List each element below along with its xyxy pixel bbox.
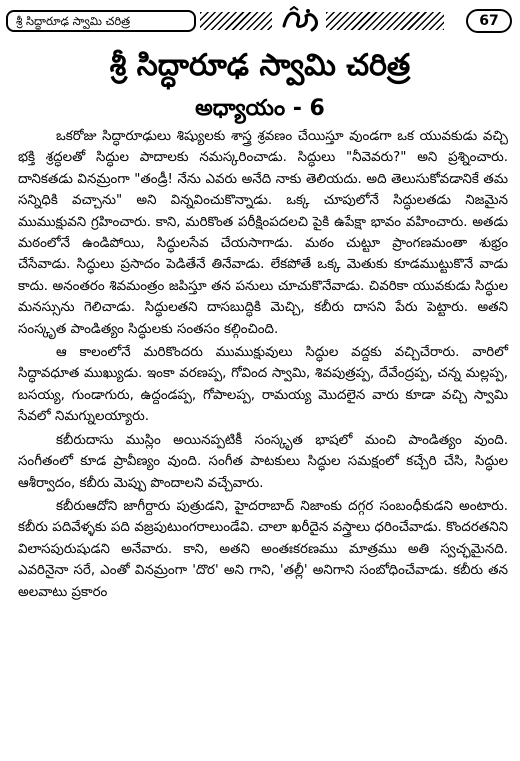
page-number: 67	[466, 9, 512, 33]
page-title: శ్రీ సిద్ధారూఢ స్వామి చరిత్ర	[109, 48, 411, 83]
page-header	[6, 6, 514, 34]
running-title: శ్రీ సిద్ధారూఢ స్వామి చరిత్ర	[6, 10, 196, 32]
publisher-logo	[278, 6, 322, 34]
paragraph: ఒకరోజు సిద్ధారూఢులు శిష్యులకు శాస్త్ర శ్రవణం చేయిస్తూ వుండగా ఒక యువకుడు వచ్చి భక్తి శ్రద్ధలతో సిద్ధుల పాదాలకు నమస్కరించాడు. సిద్ధులు "నీవెవరు?" అని ప్రశ్నించారు. దానికతడు వినమ్రంగా "తండ్రీ! నేను ఎవరు అనేది నాకు తెలియదు. అది తెలుసుకోవడానికే తమ సన్నిధికి వచ్చాను" అని విన్నవించుకొన్నాడు. ఒక్క చూపులోనే సిద్ధులతడు నిజమైన ముముక్షువని గ్రహించారు. కాని, మరికొంత పరీక్షింపదలచి పైకి ఉపేక్షా భావం వహించారు. అతడు మఠంలోనే ఉండిపోయి, సిద్ధులసేవ చేయసాగాడు. మఠం చుట్టూ ప్రాంగణమంతా శుభ్రం చేసేవాడు. సిద్ధులు ప్రసాదం పెడితేనే తినేవాడు. లేకపోతే ఒక్క మెతుకు కూడముట్టుకొనే వాడు కాదు. అనంతరం శివమంత్రం జపిస్తూ తన పనులు చూచుకొనేవాడు. చివరికా యువకుడు సిద్ధుల మనస్సును గెలిచాడు. సిద్ధులతని దాసబుద్ధికి మెచ్చి, కబీరు దాసని పేరు పెట్టారు. అతని సంస్కృత పాండిత్యం సిద్ధులకు సంతసం కల్గించింది.	[18, 129, 508, 337]
header-hatch-left	[200, 12, 272, 30]
header-hatch-right	[326, 12, 444, 30]
chapter-heading: అధ్యాయం - 6	[195, 96, 325, 121]
paragraph: కబీరుఆదోని జాగీర్దారు పుత్రుడని, హైదరాబాద్ నిజాంకు దగ్గర సంబంధీకుడని అంటారు. కబీరు పదివేళ్ళకు పది వజ్రపుటుంగరాలుండేవి. చాలా ఖరీదైన వస్త్రాలు ధరించేవాడు. కొందరతనిని విలాసపురుషుడని అనేవారు. కాని, అతని అంతఃకరణము మాత్రము అతి స్వచ్ఛమైనది. ఎవరినైనా సరే, ఎంతో వినమ్రంగా 'దొర' అని గాని, 'తల్లీ' అనిగాని సంబోధించేవాడు. కబీరు తన అలవాటు ప్రకారం	[18, 498, 508, 600]
body-text	[18, 126, 508, 605]
paragraph: కబీరుదాసు ముస్లిం అయినప్పటికీ సంస్కృత భాషలో మంచి పాండిత్యం వుంది. సంగీతంలో కూడ ప్రావీణ్యం వుంది. సంగీత పాటకులు సిద్ధుల సమక్షంలో కచ్చేరి చేసి, సిద్ధుల ఆశీర్వాదం, కబీరు మెప్పు పొందాలని వచ్చేవారు.	[18, 432, 508, 491]
paragraph: ఆ కాలంలోనే మరికొందరు ముముక్షువులు సిద్ధుల వద్దకు వచ్చిచేరారు. వారిలో సిద్ధావధూత ముఖ్యుడు. ఇంకా వరణప్ప, గోవింద స్వామి, శివపుత్రప్ప, దేవేంద్రప్ప, చన్న మల్లప్ప, బసయ్య, గుండాగురు, ఉద్దండప్ప, గోపాలప్ప, రామయ్య మొదలైన వారు కూడా వచ్చి స్వామి సేవలో నిమగ్నులయ్యారు.	[18, 345, 508, 425]
